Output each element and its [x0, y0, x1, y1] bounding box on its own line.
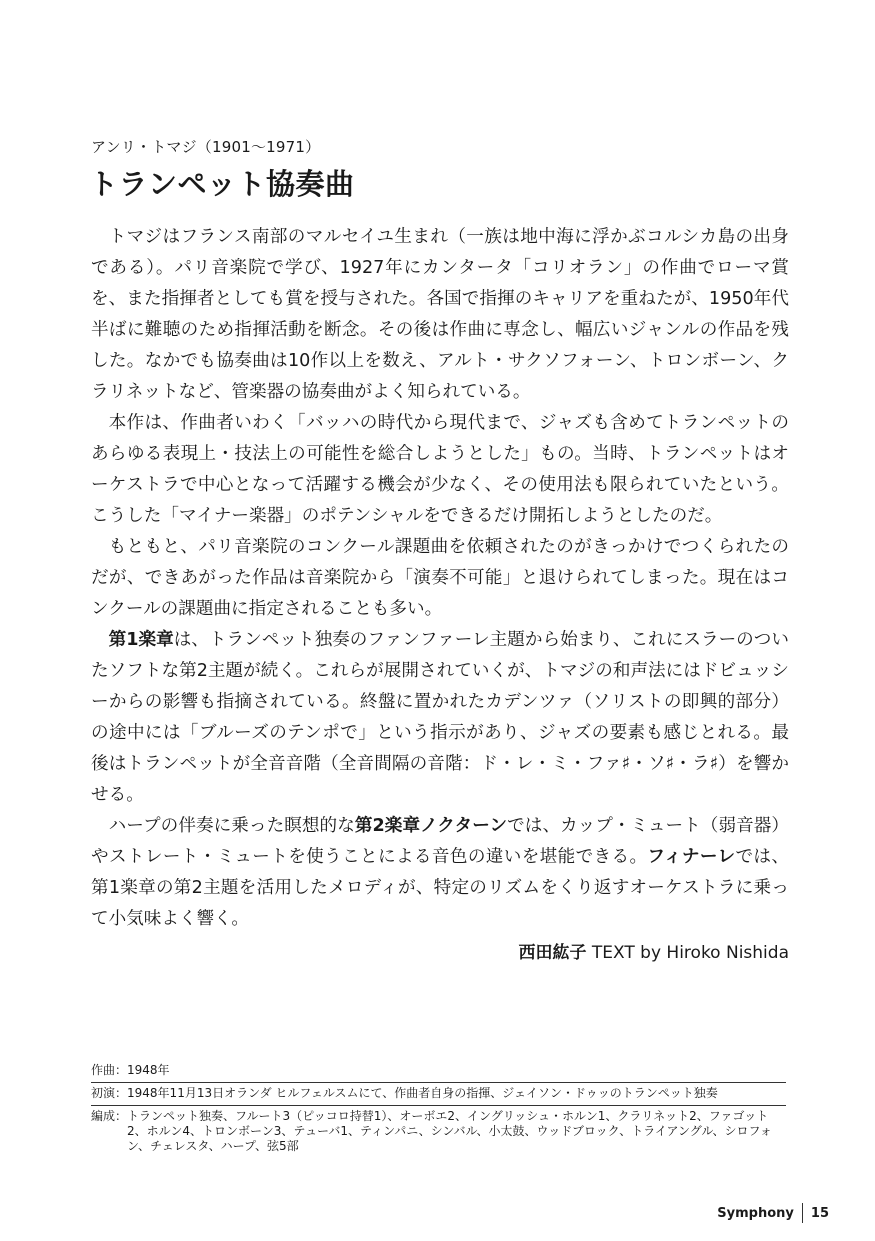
info-value: 1948年11月13日オランダ ヒルフェルスムにて、作曲者自身の指揮、ジェイソン・ドゥッのトランペット独奏	[127, 1086, 718, 1100]
body-paragraph	[91, 811, 789, 935]
author-credit	[519, 938, 790, 963]
info-label: 初演：	[91, 1086, 128, 1100]
paragraph-text: は、トランペット独奏のファンファーレ主題から始まり、これにスラーのついたソフトな第2主題が続く。これらが展開されていくが、トマジの和声法にはドビュッシーからの影響も指摘されている。終盤に置かれたカデンツァ（ソリストの即興的部分）の途中には「ブルーズのテンポで」という指示があり、ジャズの要素も感じとれる。最後はトランペットが全音音階（全音間隔の音階：ド・レ・ミ・ファ♯・ソ♯・ラ♯）を響かせる。	[91, 630, 789, 805]
page-number: 15	[810, 1205, 829, 1221]
paragraph-text: では、カップ・ミュート（弱音器）やストレート・ミュートを使うことによる音色の違いを堪能できる。	[91, 816, 790, 867]
paragraph-text: 本作は、作曲者いわく「バッハの時代から現代まで、ジャズも含めてトランペットのあらゆる表現上・技法上の可能性を総合しようとした」もの。当時、トランペットはオーケストラで中心となって活躍する機会が少なく、その使用法も限られていたという。こうした「マイナー楽器」のポテンシャルをできるだけ開拓しようとしたのだ。	[91, 413, 789, 526]
body-paragraph	[91, 222, 789, 408]
bold-phrase: 第1楽章	[108, 630, 174, 650]
info-label: 作曲：	[91, 1063, 128, 1077]
page-title: トランペット協奏曲	[89, 167, 355, 201]
paragraph-text: もともと、パリ音楽院のコンクール課題曲を依頼されたのがきっかけでつくられたのだが、できあがった作品は音楽院から「演奏不可能」と退けられてしまった。現在はコンクールの課題曲に指定されることも多い。	[91, 537, 789, 619]
paragraph-text: トマジはフランス南部のマルセイユ生まれ（一族は地中海に浮かぶコルシカ島の出身である）。パリ音楽院で学び、1927年にカンタータ「コリオラン」の作曲でローマ賞を、また指揮者としても賞を授与された。各国で指揮のキャリアを重ねたが、1950年代半ばに難聴のため指揮活動を断念。その後は作曲に専念し、幅広いジャンルの作品を残した。なかでも協奏曲は10作以上を数え、アルト・サクソフォーン、トロンボーン、クラリネットなど、管楽器の協奏曲がよく知られている。	[91, 227, 789, 402]
body-paragraph	[91, 625, 789, 811]
author-name: 西田紘子	[518, 943, 587, 963]
info-row-composition	[91, 1060, 786, 1082]
publication-name: Symphony	[717, 1205, 794, 1221]
author-credit-text: TEXT by Hiroko Nishida	[591, 943, 789, 963]
footer-divider	[802, 1203, 803, 1223]
info-value: トランペット独奏、フルート3（ピッコロ持替1）、オーボエ2、イングリッシュ・ホルン1、クラリネット2、ファゴット2、ホルン4、トロンボーン3、テューバ1、ティンパニ、シンバル、小太鼓、ウッドブロック、トライアングル、シロフォン、チェレスタ、ハープ、弦5部	[127, 1109, 772, 1153]
info-row-premiere	[91, 1082, 786, 1105]
info-row-instrumentation	[91, 1105, 786, 1158]
article-body	[91, 222, 789, 935]
paragraph-text: ハープの伴奏に乗った瞑想的な	[108, 816, 355, 836]
body-paragraph	[91, 532, 789, 625]
paragraph-text: では、第1楽章の第2主題を活用したメロディが、特定のリズムをくり返すオーケストラに乗って小気味よく響く。	[91, 847, 789, 929]
bold-phrase: フィナーレ	[647, 847, 736, 867]
composer-line: アンリ・トマジ（1901～1971）	[91, 138, 321, 156]
page-footer	[717, 1203, 829, 1223]
work-info-table	[91, 1060, 786, 1158]
bold-phrase: 第2楽章ノクターン	[354, 816, 508, 836]
info-label: 編成：	[91, 1109, 128, 1123]
info-value: 1948年	[127, 1063, 170, 1077]
body-paragraph	[91, 408, 789, 532]
